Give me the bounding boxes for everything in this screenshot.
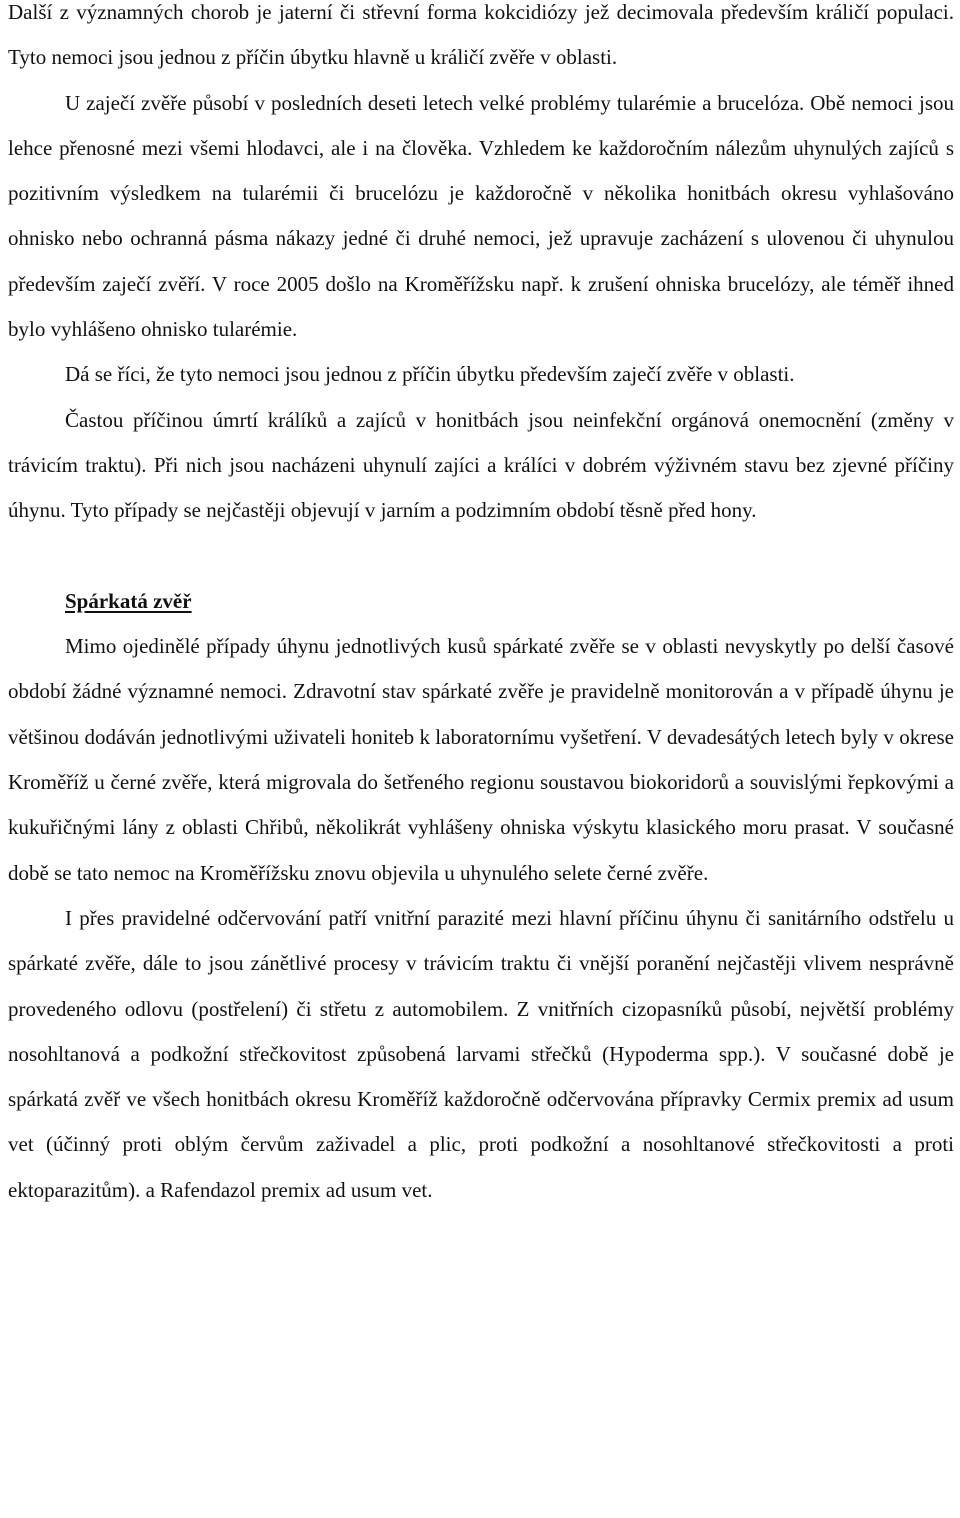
paragraph-ubytek-zajeci-zvere: Dá se říci, že tyto nemoci jsou jednou z příčin úbytku především zaječí zvěře v oblasti. [65, 362, 795, 387]
section-spacer [8, 534, 954, 579]
paragraph-neinfekcni-onemocneni: Častou příčinou úmrtí králíků a zajíců v honitbách jsou neinfekční orgánová onemocnění (změny v trávicím traktu). Při nich jsou nacházeni uhynulí zajíci a králíci v dobrém výživném stavu bez zjevné příčiny úhynu. Tyto případy se nejčastěji objevují v jarním a podzimním období těsně před hony. [8, 407, 954, 523]
paragraph-kokcidioza: Další z významných chorob je jaterní či střevní forma kokcidiózy jež decimovala především králičí populaci. Tyto nemoci jsou jednou z příčin úbytku hlavně u králičí zvěře v oblasti. [8, 0, 954, 70]
document-page [8, 0, 954, 1213]
paragraph-zdravotni-stav: Mimo ojedinělé případy úhynu jednotlivých kusů spárkaté zvěře se v oblasti nevyskytly po delší časové období žádné významné nemoci. Zdravotní stav spárkaté zvěře je pravidelně monitorován a v případě úhynu je většinou dodáván jednotlivými uživateli honiteb k laboratornímu vyšetření. V devadesátých letech byly v okrese Kroměříž u černé zvěře, která migrovala do šetřeného regionu soustavou biokoridorů a souvislými řepkovými a kukuřičnými lány z oblasti Chřibů, několikrát vyhlášeny ohniska výskytu klasického moru prasat. V současné době se tato nemoc na Kroměřížsku znovu objevila u uhynulého selete černé zvěře. [8, 634, 954, 885]
paragraph-tularemie-brucelosa: U zaječí zvěře působí v posledních deseti letech velké problémy tularémie a brucelóza. Obě nemoci jsou lehce přenosné mezi všemi hlodavci, ale i na člověka. Vzhledem ke každoročním nálezům uhynulých zajíců s pozitivním výsledkem na tularémii či brucelózu je každoročně v několika honitbách okresu vyhlašováno ohnisko nebo ochranná pásma nákazy jedné či druhé nemoci, jež upravuje zacházení s ulovenou či uhynulou především zaječí zvěří. V roce 2005 došlo na Kroměřížsku např. k zrušení ohniska brucelózy, ale téměř ihned bylo vyhlášeno ohnisko tularémie. [8, 90, 954, 342]
paragraph-odcervovani: I přes pravidelné odčervování patří vnitřní parazité mezi hlavní příčinu úhynu či sanitárního odstřelu u spárkaté zvěře, dále to jsou zánětlivé procesy v trávicím traktu či vnější poranění nejčastěji vlivem nesprávně provedeného odlovu (postřelení) či střetu z automobilem. Z vnitřních cizopasníků působí, největší problémy nosohltanová a podkožní střečkovitost způsobená larvami střečků (Hypoderma spp.). V současné době je spárkatá zvěř ve všech honitbách okresu Kroměříž každoročně odčervována přípravky Cermix premix ad usum vet (účinný proti oblým červům zaživadel a plic, proti podkožní a nosohltanové střečkovitosti a proti ektoparazitům). a Rafendazol premix ad usum vet. [8, 905, 954, 1202]
section-heading-sparkata-zver: Spárkatá zvěř [65, 588, 192, 613]
